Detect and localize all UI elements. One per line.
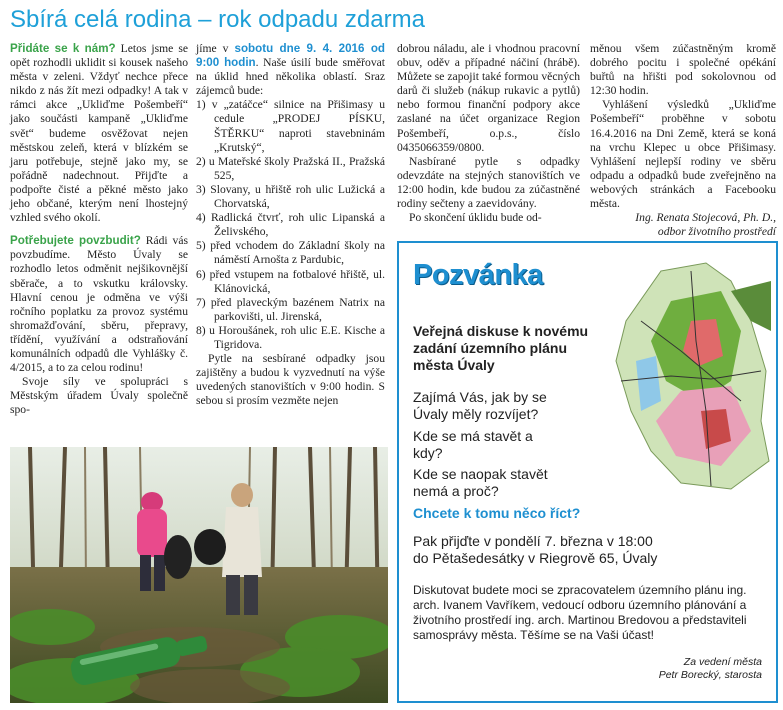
zoning-map: [611, 261, 773, 493]
author-signature: Ing. Renata Stojecová, Ph. D., odbor životního prostředí: [635, 211, 776, 239]
meeting-points-list: [196, 98, 385, 352]
list-item: 3) Slovany, u hřiště roh ulic Lužická a Chorvatská,: [196, 182, 385, 211]
article-column-1: [10, 42, 188, 417]
list-item: 2) u Mateřské školy Pražská II., Pražská 525,: [196, 154, 385, 182]
event-date: sobotu dne 9. 4. 2016 od 9:00 hodin: [196, 42, 385, 70]
cleanup-photo: [10, 447, 388, 703]
discussion-info: Diskutovat budete moci se zpracovatelem územního plánu ing. arch. Ivanem Vavříkem, vedoucí odboru územního plánování a životního prostředí ing. arch. Martinou Bredovou a představiteli samosprávy města. Těšíme se na Vaši účast!: [413, 583, 747, 642]
invitation-title: Pozvánka: [413, 259, 543, 291]
paragraph: Vyhlášení výsledků „Ukliďme Pošembeří“ proběhne v sobotu 16.4.2016 na Dni Země, která se koná na vrchu Klepec u obce Přišimasy. Vyhlášení nejlepší rodiny ve sběru odpadu a odpadků bude zveřejněno na webových stránkách a Facebooku města.: [590, 98, 776, 211]
list-item: 4) Radlická čtvrť, roh ulic Lipanská a Želivského,: [196, 211, 385, 239]
paragraph: dobrou náladu, ale i vhodnou pracovní obuv, oděv a případné náčiní (hrábě). Můžete se zapojit také formou věcných darů či služeb (nákup rukavic a pytlů) nebo formou finanční podpory akce zaslané na účet organizace Region Pošembeří, o.p.s., číslo 0435066359/0800.: [397, 42, 580, 154]
invitation-box: [397, 241, 778, 703]
paragraph: Potřebujete povzbudit? Rádi vás povzbudíme. Město Úvaly se rozhodlo letos odměnit nejšikovnější sběrače, a to vskutku královsky. Hlavní cenou je odměna ve výši ročního poplatku za provoz systému shromažďování, sběru, přepravy, třídění, využívání a odstraňování komunálních odpadů dle Vyhlášky č. 4/2015, a to za celou rodinu!: [10, 234, 188, 375]
list-item: 5) před vchodem do Základní školy na náměstí Arnošta z Pardubic,: [196, 239, 385, 267]
list-item: 7) před plaveckým bazénem Natrix na parkovišti, ul. Jirenská,: [196, 295, 385, 323]
article-column-2: [196, 42, 385, 408]
paragraph: Svoje síly ve spolupráci s Městským úřadem Úvaly společně spo-: [10, 375, 188, 417]
paragraph: Po skončení úklidu bude od-: [409, 211, 542, 225]
paragraph: Pytle na sesbírané odpadky jsou zajištěny a budou k vyzvednutí na výše uvedených stanovištích v 9:00 hodin. S sebou si prosím vezměte nejen: [196, 352, 385, 408]
call-to-action: Chcete k tomu něco říct?: [413, 505, 581, 521]
invitation-subtitle: Veřejná diskuse k novému zadání územního plánu města Úvaly: [413, 323, 589, 373]
paragraph: měnou všem zúčastněným kromě dobrého pocitu i společné opékání buřtů na hřišti pod sokolovnou od 12:30 hodin.: [590, 42, 776, 98]
article-column-3: [397, 42, 580, 225]
article-column-4: [590, 42, 776, 253]
list-item: 8) u Horoušánek, roh ulic E.E. Kische a Tigridova.: [196, 323, 385, 351]
meeting-time-place: Pak přijďte v pondělí 7. března v 18:00 do Pětašedesátky v Riegrově 65, Úvaly: [413, 533, 658, 566]
paragraph: Nasbírané pytle s odpadky odevzdáte na stejných stanovištích ve 12:00 hodin, kde budou za zúčastněné rodiny sečteny a zaevidovány.: [397, 154, 580, 211]
list-item: 6) před vstupem na fotbalové hřiště, ul. Klánovická,: [196, 267, 385, 295]
lead-question: Potřebujete povzbudit?: [10, 234, 141, 248]
lead-question: Přidáte se k nám?: [10, 42, 116, 55]
page-headline: Sbírá celá rodina – rok odpadu zdarma: [10, 6, 425, 33]
invitation-signature: Za vedení města Petr Borecký, starosta: [658, 656, 762, 681]
paragraph: Přidáte se k nám? Letos jsme se opět rozhodli uklidit si kousek našeho města v zeleni. Vždyť nechce přece nikdo z nás žít mezi odpadky! A tak v rámci akce „Ukliďme Pošembeří“ jako součásti kampaně „Ukliďme svět“ budeme osvěžovat nejen městskou zeleň, která v blízkém se jaru potřebuje, stejně jako my, se pořádně nadechnout. Přijďte a podpořte čisté a pěkné město jako jeho občané, kterým není lhostejný vzhled svého okolí.: [10, 42, 188, 225]
list-item: 1) v „zatáčce“ silnice na Přišimasy u cedule „PRODEJ PÍSKU, ŠTĚRKU“ naproti stavebninám „Krutský“,: [196, 98, 385, 154]
invitation-questions: Zajímá Vás, jak by se Úvaly měly rozvíjet? Kde se má stavět a kdy? Kde se naopak stavět nemá a proč?: [413, 389, 548, 500]
paragraph: jíme v sobotu dne 9. 4. 2016 od 9:00 hodin. Naše úsilí bude směřovat na úklid hned několika oblastí. Sraz zájemců bude:: [196, 42, 385, 98]
